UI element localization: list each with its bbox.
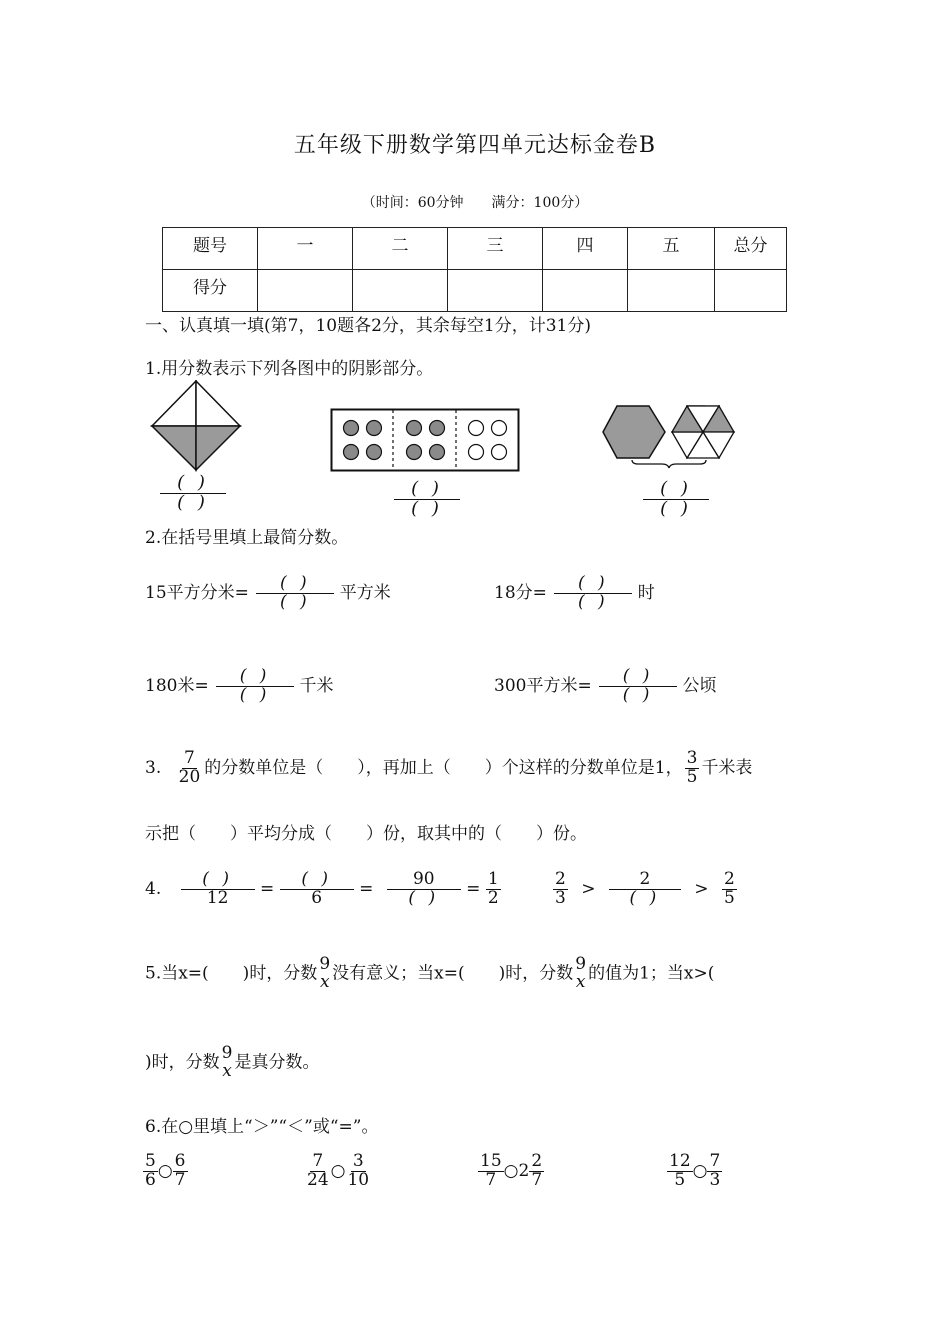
q5-fraction-numerator: 9 [319,954,331,974]
q6-whole-number: 2 [518,1160,530,1181]
shaded-circle [430,445,445,460]
q2-item-label: 18分= [494,582,547,603]
shaded-hexagon [603,406,665,458]
score-table-score-row [163,270,787,312]
score-cell[interactable] [543,270,628,312]
shaded-circle [407,445,422,460]
question-1-text: 1.用分数表示下列各图中的阴影部分。 [145,359,434,379]
q2-item-unit: 时 [637,582,655,603]
q5-fraction-denominator: x [575,971,586,992]
q6-denominator: 7 [531,1169,543,1190]
q5-text: 没有意义；当x=( )时，分数 [332,963,574,984]
q4-blank[interactable]: ( ) [408,887,440,908]
question-3-line-1 [145,750,752,787]
q3-fraction-numerator: 3 [686,748,698,768]
q2-blank-numerator[interactable]: ( ) [216,668,294,687]
q4-blank[interactable]: ( ) [181,871,255,890]
q3-fraction-numerator: 7 [184,748,195,768]
q6-numerator: 5 [145,1151,156,1171]
shaded-circle [344,445,359,460]
q2-blank-numerator[interactable]: ( ) [256,575,334,594]
equals-sign: = [260,878,275,899]
q2-item-unit: 平方米 [339,582,391,603]
q4-denominator: 5 [723,887,735,908]
exam-time: （时间：60分钟 [361,195,464,211]
exam-full-score: 满分：100分） [491,195,589,211]
q6-numerator: 7 [709,1151,721,1171]
greater-than-sign: > [694,878,709,899]
score-table-header: 四 [543,228,628,270]
score-table-header: 题号 [163,228,258,270]
question-5-line-1 [145,956,714,992]
question-2-text: 2.在括号里填上最简分数。 [145,528,349,548]
q6-denominator: 7 [174,1169,186,1190]
q2-item-4 [494,668,717,705]
empty-circle [492,445,507,460]
shaded-circle [367,421,382,436]
score-table-header: 三 [448,228,543,270]
shaded-circle [430,421,445,436]
q6-denominator: 6 [145,1169,156,1190]
q6-comparison-4 [667,1153,722,1190]
compare-circle[interactable]: ○ [692,1160,708,1181]
q6-numerator: 15 [480,1151,502,1171]
q5-fraction-numerator: 9 [221,1043,233,1063]
q6-denominator: 7 [485,1169,497,1190]
q3-text: 的分数单位是（ ），再加上（ ）个这样的分数单位是1， [204,757,683,778]
question-3-line-2: 示把（ ）平均分成（ ）份，取其中的（ ）份。 [145,824,587,844]
empty-circle [469,445,484,460]
greater-than-sign: > [581,878,596,899]
score-table-header: 总分 [715,228,787,270]
circles-figure [330,408,520,472]
q4-blank[interactable]: ( ) [280,871,354,890]
q5-text: 5.当x=( )时，分数 [145,963,318,984]
question-4 [145,871,501,908]
q2-blank-denominator[interactable]: ( ) [239,684,271,705]
q6-denominator: 24 [307,1169,329,1190]
hexagons-figure [602,402,736,470]
empty-circle [492,421,507,436]
q3-label: 3. [145,757,162,778]
shaded-circle [367,445,382,460]
q3-fraction-denominator: 20 [178,766,201,787]
score-cell[interactable] [628,270,715,312]
score-table-header: 二 [353,228,448,270]
q5-text: 的值为1；当x>( [588,963,715,984]
q2-item-label: 300平方米= [494,675,592,696]
diamond-top-left [152,381,196,426]
q3-fraction-denominator: 5 [686,766,698,787]
fig2-answer-denominator[interactable]: ( ) [411,497,443,519]
q2-item-unit: 公顷 [682,675,717,696]
q6-comparison-2 [305,1153,371,1190]
compare-circle[interactable]: ○ [503,1160,519,1181]
q2-blank-denominator[interactable]: ( ) [279,591,311,612]
circles-box [332,410,519,471]
empty-circle [469,421,484,436]
q6-numerator: 7 [312,1151,324,1171]
fig1-answer-denominator[interactable]: ( ) [177,491,209,513]
score-table [162,227,787,312]
compare-circle[interactable]: ○ [330,1160,346,1181]
diamond-figure [150,380,242,472]
q6-comparison-3 [478,1153,544,1190]
question-5-line-2 [145,1045,319,1081]
q4-numerator: 90 [387,871,461,890]
page-title: 五年级下册数学第四单元达标金卷B [293,133,657,158]
fig3-answer-numerator[interactable]: ( ) [643,480,709,500]
fig1-answer-numerator[interactable]: ( ) [160,474,226,494]
q2-item-label: 15平方分米= [145,582,249,603]
q6-denominator: 5 [674,1169,686,1190]
score-table-header: 五 [628,228,715,270]
q4-numerator: 1 [487,869,499,889]
q6-numerator: 2 [531,1151,543,1171]
q2-blank-denominator[interactable]: ( ) [622,684,654,705]
q2-blank-numerator[interactable]: ( ) [599,668,677,687]
shaded-circle [344,421,359,436]
q2-item-1 [145,575,391,612]
q5-fraction-numerator: 9 [575,954,587,974]
q2-blank-denominator[interactable]: ( ) [577,591,609,612]
q4-denominator: 6 [311,887,323,908]
q6-denominator: 10 [347,1169,370,1190]
q2-item-2 [494,575,655,612]
q4-label: 4. [145,878,162,899]
shaded-circle [407,421,422,436]
equals-sign: = [359,878,374,899]
score-row-label: 得分 [163,270,258,312]
q4-blank[interactable]: ( ) [629,887,661,908]
q2-item-3 [145,668,334,705]
exam-info [0,192,950,212]
divided-hexagon-sections [672,406,734,458]
score-cell[interactable] [448,270,543,312]
fig1-answer-fraction [160,474,226,513]
q5-text: )时，分数 [145,1052,220,1073]
q4-denominator: 12 [206,887,229,908]
fig2-answer-fraction [394,480,460,519]
score-table-header: 一 [258,228,353,270]
q6-numerator: 3 [352,1151,364,1171]
score-cell[interactable] [258,270,353,312]
q3-text: 千米表 [701,757,753,778]
q5-text: 是真分数。 [234,1052,320,1073]
diamond-top-right [196,381,240,426]
question-4-inequality [553,871,737,908]
equals-sign: = [466,878,481,899]
q4-denominator: 2 [487,887,499,908]
q6-comparison-1 [143,1153,188,1190]
question-6-text: 6.在○里填上“＞”“＜”或“=”。 [145,1117,379,1137]
q6-numerator: 6 [174,1151,186,1171]
diamond-shaded-bottom-left [152,426,196,470]
q2-item-label: 180米= [145,675,209,696]
q5-fraction-denominator: x [319,971,330,992]
diamond-shaded-bottom-right [196,426,240,470]
q2-blank-numerator[interactable]: ( ) [554,575,632,594]
q4-numerator: 2 [723,869,735,889]
brace [632,460,706,468]
fig3-answer-fraction [643,480,709,519]
q4-numerator: 2 [609,871,681,890]
score-cell[interactable] [715,270,787,312]
q6-numerator: 12 [669,1151,691,1171]
fig3-answer-denominator[interactable]: ( ) [660,497,692,519]
q2-item-unit: 千米 [299,675,334,696]
q4-numerator: 2 [555,869,566,889]
fig2-answer-numerator[interactable]: ( ) [394,480,460,500]
score-table-header-row [163,228,787,270]
section-heading: 一、认真填一填(第7，10题各2分，其余每空1分，计31分) [145,316,591,336]
q5-fraction-denominator: x [222,1060,232,1081]
q6-denominator: 3 [709,1169,721,1190]
q4-denominator: 3 [555,887,566,908]
score-cell[interactable] [353,270,448,312]
compare-circle[interactable]: ○ [157,1160,173,1181]
